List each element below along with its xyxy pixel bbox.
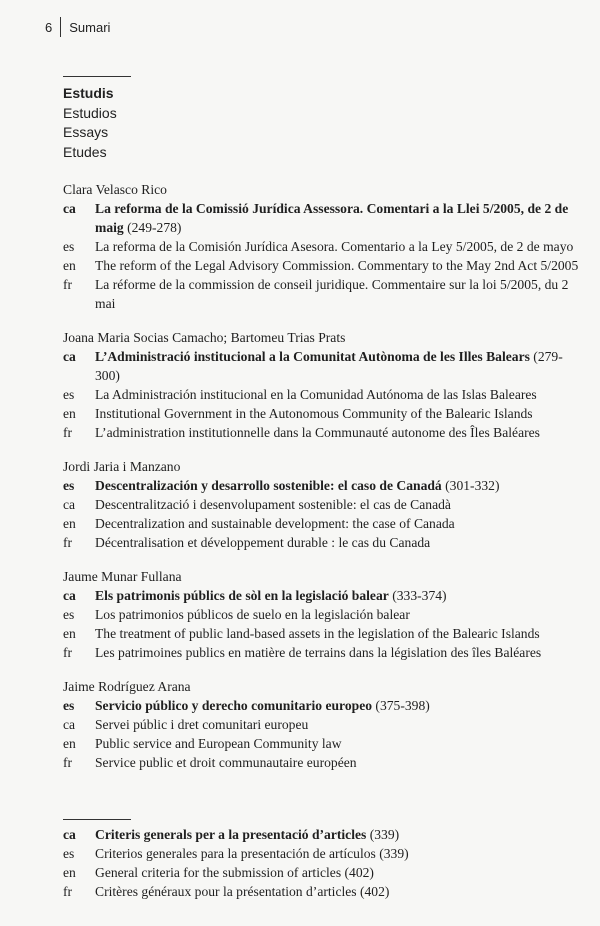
article-author: Clara Velasco Rico xyxy=(63,182,167,197)
page-range: (339) xyxy=(366,827,400,842)
entry-text xyxy=(95,404,583,423)
entry-title: Servei públic i dret comunitari europeu xyxy=(95,717,309,732)
language-code: es xyxy=(63,698,75,713)
entry-text xyxy=(95,624,583,643)
entry-title: L’Administració institucional a la Comunitat Autònoma de les Illes Balears xyxy=(95,349,530,364)
entry-text xyxy=(95,385,583,404)
language-code: ca xyxy=(63,497,76,512)
article-entry xyxy=(63,567,583,662)
entry-text xyxy=(95,753,583,772)
section-title: Estudis xyxy=(63,85,114,101)
entry-title: L’administration institutionnelle dans la Communauté autonome des Îles Baléares xyxy=(95,425,540,440)
article-author: Jaime Rodríguez Arana xyxy=(63,679,191,694)
language-code: en xyxy=(63,865,76,880)
entry-title: Décentralisation et développement durable : le cas du Canada xyxy=(95,535,431,550)
entry-title: Service public et droit communautaire européen xyxy=(95,755,357,770)
entry-text xyxy=(95,347,583,385)
entry-text xyxy=(95,237,583,256)
entry-title: Critères généraux pour la présentation d’articles (402) xyxy=(95,884,390,899)
article-list xyxy=(63,180,583,787)
page-range: (333-374) xyxy=(388,588,447,603)
article-title-row xyxy=(63,696,583,715)
entry-title: Servicio público y derecho comunitario europeo xyxy=(95,698,373,713)
section-heading xyxy=(63,84,117,162)
entry-text xyxy=(95,514,583,533)
language-code: es xyxy=(63,846,75,861)
language-code: es xyxy=(63,387,75,402)
entry-text xyxy=(95,275,583,313)
translation-row xyxy=(63,844,583,863)
entry-text xyxy=(95,476,583,495)
article-title-row xyxy=(63,347,583,385)
article-entry xyxy=(63,180,583,313)
entry-title: Institutional Government in the Autonomous Community of the Balearic Islands xyxy=(95,406,533,421)
translation-row xyxy=(63,605,583,624)
language-code: fr xyxy=(63,755,73,770)
entry-title: The treatment of public land-based assets in the legislation of the Balearic Islands xyxy=(95,626,540,641)
entry-title: Descentralització i desenvolupament sostenible: el cas de Canadà xyxy=(95,497,451,512)
article-title-row xyxy=(63,586,583,605)
entry-title: Els patrimonis públics de sòl en la legislació balear xyxy=(95,588,389,603)
entry-title: Public service and European Community law xyxy=(95,736,342,751)
entry-title: La reforma de la Comissió Jurídica Assessora. Comentari a la Llei 5/2005, de 2 de maig xyxy=(95,201,569,235)
language-code: fr xyxy=(63,425,73,440)
language-code: fr xyxy=(63,884,73,899)
translation-row xyxy=(63,385,583,404)
entry-title: Les patrimoines publics en matière de terrains dans la législation des îles Baléares xyxy=(95,645,542,660)
page-range: (301-332) xyxy=(441,478,500,493)
language-code: es xyxy=(63,607,75,622)
translation-row xyxy=(63,643,583,662)
translation-row xyxy=(63,275,583,313)
entry-title: Criteris generals per a la presentació d’articles xyxy=(95,827,367,842)
entry-text xyxy=(95,825,583,844)
language-code: en xyxy=(63,258,76,273)
translation-row xyxy=(63,514,583,533)
language-code: ca xyxy=(63,717,76,732)
page-range: (375-398) xyxy=(372,698,430,713)
section-title-fr: Etudes xyxy=(63,143,107,160)
entry-text xyxy=(95,863,583,882)
section-rule-top xyxy=(63,76,131,77)
article-entry xyxy=(63,677,583,772)
entry-title: Descentralización y desarrollo sostenible: el caso de Canadá xyxy=(95,478,442,493)
entry-text xyxy=(95,586,583,605)
section-rule-bottom xyxy=(63,819,131,820)
language-code: en xyxy=(63,736,76,751)
page-range: (249-278) xyxy=(123,220,182,235)
entry-text xyxy=(95,199,583,237)
article-author: Jordi Jaria i Manzano xyxy=(63,459,181,474)
entry-text xyxy=(95,533,583,552)
entry-title: The reform of the Legal Advisory Commission. Commentary to the May 2nd Act 5/2005 xyxy=(95,258,579,273)
translation-row xyxy=(63,624,583,643)
entry-title: La Administración institucional en la Comunidad Autónoma de las Islas Baleares xyxy=(95,387,537,402)
page-header xyxy=(45,17,110,37)
entry-title: Los patrimonios públicos de suelo en la legislación balear xyxy=(95,607,410,622)
entry-text xyxy=(95,734,583,753)
entry-title: General criteria for the submission of articles (402) xyxy=(95,865,374,880)
article-title-row xyxy=(63,199,583,237)
article-title-row xyxy=(63,476,583,495)
header-divider xyxy=(60,17,61,37)
entry-title: La reforma de la Comisión Jurídica Asesora. Comentario a la Ley 5/2005, de 2 de mayo xyxy=(95,239,574,254)
section-title-es: Estudios xyxy=(63,104,117,121)
entry-title: La réforme de la commission de conseil juridique. Commentaire sur la loi 5/2005, du 2 mai xyxy=(95,277,569,311)
translation-row xyxy=(63,882,583,901)
entry-text xyxy=(95,715,583,734)
translation-row xyxy=(63,237,583,256)
translation-row xyxy=(63,734,583,753)
language-code: ca xyxy=(63,349,76,364)
page-range: (279-300) xyxy=(95,349,563,383)
entry-text xyxy=(95,495,583,514)
article-author: Joana Maria Socias Camacho; Bartomeu Trias Prats xyxy=(63,330,346,345)
entry-text xyxy=(95,423,583,442)
language-code: fr xyxy=(63,277,73,292)
entry-text xyxy=(95,643,583,662)
language-code: en xyxy=(63,406,76,421)
entry-text xyxy=(95,882,583,901)
translation-row xyxy=(63,256,583,275)
entry-text xyxy=(95,605,583,624)
page-number: 6 xyxy=(45,19,53,35)
entry-title: Criterios generales para la presentación de artículos (339) xyxy=(95,846,409,861)
translation-row xyxy=(63,715,583,734)
section-title-en: Essays xyxy=(63,124,109,140)
translation-row xyxy=(63,404,583,423)
language-code: fr xyxy=(63,645,73,660)
article-entry xyxy=(63,457,583,552)
language-code: en xyxy=(63,516,76,531)
article-title-row xyxy=(63,825,583,844)
translation-row xyxy=(63,753,583,772)
article-author: Jaume Munar Fullana xyxy=(63,569,182,584)
translation-row xyxy=(63,533,583,552)
language-code: es xyxy=(63,478,75,493)
language-code: ca xyxy=(63,827,76,842)
language-code: fr xyxy=(63,535,73,550)
language-code: ca xyxy=(63,588,76,603)
entry-text xyxy=(95,256,583,275)
translation-row xyxy=(63,863,583,882)
entry-title: Decentralization and sustainable development: the case of Canada xyxy=(95,516,455,531)
translation-row xyxy=(63,423,583,442)
language-code: es xyxy=(63,239,75,254)
language-code: ca xyxy=(63,201,76,216)
article-entry xyxy=(63,328,583,442)
language-code: en xyxy=(63,626,76,641)
entry-text xyxy=(95,696,583,715)
translation-row xyxy=(63,495,583,514)
header-title: Sumari xyxy=(69,19,111,35)
criteria-list xyxy=(63,825,583,901)
entry-text xyxy=(95,844,583,863)
